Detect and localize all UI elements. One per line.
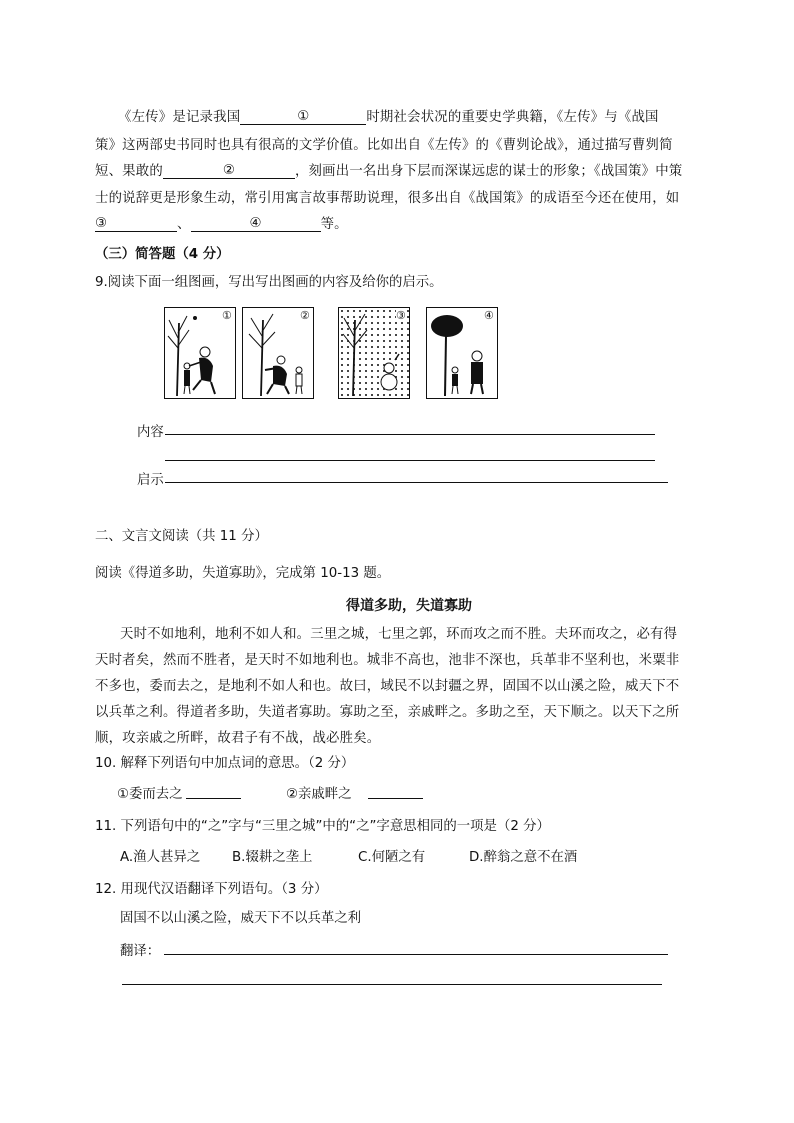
classical-text-line-2: 天时者矣，然而不胜者，是天时不如地利也。城非不高也，池非不深也，兵革非不坚利也，米粟非 — [95, 653, 680, 668]
passage-line-1 — [118, 106, 659, 125]
passage-line-4: 士的说辞更是形象生动，常引用寓言故事帮助说理，很多出自《战国策》的成语至今还在使用，如 — [95, 191, 680, 206]
q11-option-b[interactable]: B.辍耕之垄上 — [232, 850, 313, 865]
section-heading-classical-reading: 二、文言文阅读（共 11 分） — [95, 529, 268, 544]
insight-label: 启示 — [137, 473, 164, 488]
question-12: 12. 用现代汉语翻译下列语句。（3 分） — [95, 882, 328, 897]
q11-option-a[interactable]: A.渔人甚异之 — [120, 850, 201, 865]
translation-answer-line[interactable] — [164, 954, 668, 955]
classical-text-title: 得道多助，失道寡助 — [346, 598, 472, 614]
translation-label: 翻译： — [120, 944, 161, 959]
q10-answer-blank-2[interactable] — [368, 798, 423, 799]
passage-text: 《左传》是记录我国 — [118, 110, 241, 125]
q10-item-2: ②亲戚畔之 — [286, 787, 352, 802]
section-heading-short-answer: （三）简答题（4 分） — [95, 247, 230, 262]
question-11: 11. 下列语句中的“之”字与“三里之城”中的“之”字意思相同的一项是（2 分） — [95, 819, 550, 834]
answer-blank-2[interactable]: ② — [163, 163, 295, 179]
classical-text-line-3: 不多也，委而去之，是地利不如人和也。故曰，域民不以封疆之界，固国不以山溪之险，威天下不 — [95, 679, 680, 694]
classical-text-line-4: 以兵革之利。得道者多助，失道者寡助。寡助之至，亲戚畔之。多助之至，天下顺之。以天下之所 — [95, 705, 680, 720]
content-label: 内容 — [137, 425, 164, 440]
passage-line-3 — [95, 160, 682, 179]
q12-sentence: 固国不以山溪之险，威天下不以兵革之利 — [120, 911, 362, 926]
classical-text-line-1: 天时不如地利，地利不如人和。三里之城，七里之郭，环而攻之而不胜。夫环而攻之，必有得 — [120, 627, 678, 642]
q10-item-1: ①委而去之 — [117, 787, 183, 802]
passage-text: ，刻画出一名出身下层而深谋远虑的谋士的形象；《战国策》中策 — [294, 164, 683, 179]
content-answer-line[interactable] — [165, 460, 655, 461]
q11-option-c[interactable]: C.何陋之有 — [358, 850, 426, 865]
insight-answer-line[interactable] — [165, 482, 668, 483]
reading-instruction: 阅读《得道多助，失道寡助》，完成第 10-13 题。 — [95, 566, 391, 581]
question-9: 9.阅读下面一组图画，写出写出图画的内容及给你的启示。 — [95, 275, 443, 290]
passage-line-2: 策》这两部史书同时也具有很高的文学价值。比如出自《左传》的《曹刿论战》，通过描写曹刿简 — [95, 138, 673, 153]
answer-blank-4[interactable]: ④ — [191, 216, 321, 232]
q10-answer-blank-1[interactable] — [186, 798, 241, 799]
q11-option-d[interactable]: D.醉翁之意不在酒 — [469, 850, 578, 865]
panel-number-1: ① — [222, 309, 232, 322]
classical-text-line-5: 顺，攻亲戚之所畔，故君子有不战，战必胜矣。 — [95, 731, 381, 746]
translation-answer-line[interactable] — [122, 984, 662, 985]
passage-line-5: ③ 、 ④ 等。 — [95, 216, 348, 232]
answer-blank-1[interactable]: ① — [240, 109, 366, 125]
panel-number-3: ③ — [396, 309, 406, 322]
passage-text: 短、果敢的 — [95, 164, 163, 179]
passage-text: 时期社会状况的重要史学典籍，《左传》与《战国 — [366, 110, 659, 125]
panel-number-4: ④ — [484, 309, 494, 322]
answer-blank-3[interactable]: ③ — [95, 216, 177, 232]
panel-number-2: ② — [300, 309, 310, 322]
question-10: 10. 解释下列语句中加点词的意思。（2 分） — [95, 756, 355, 771]
content-answer-line[interactable] — [165, 434, 655, 435]
